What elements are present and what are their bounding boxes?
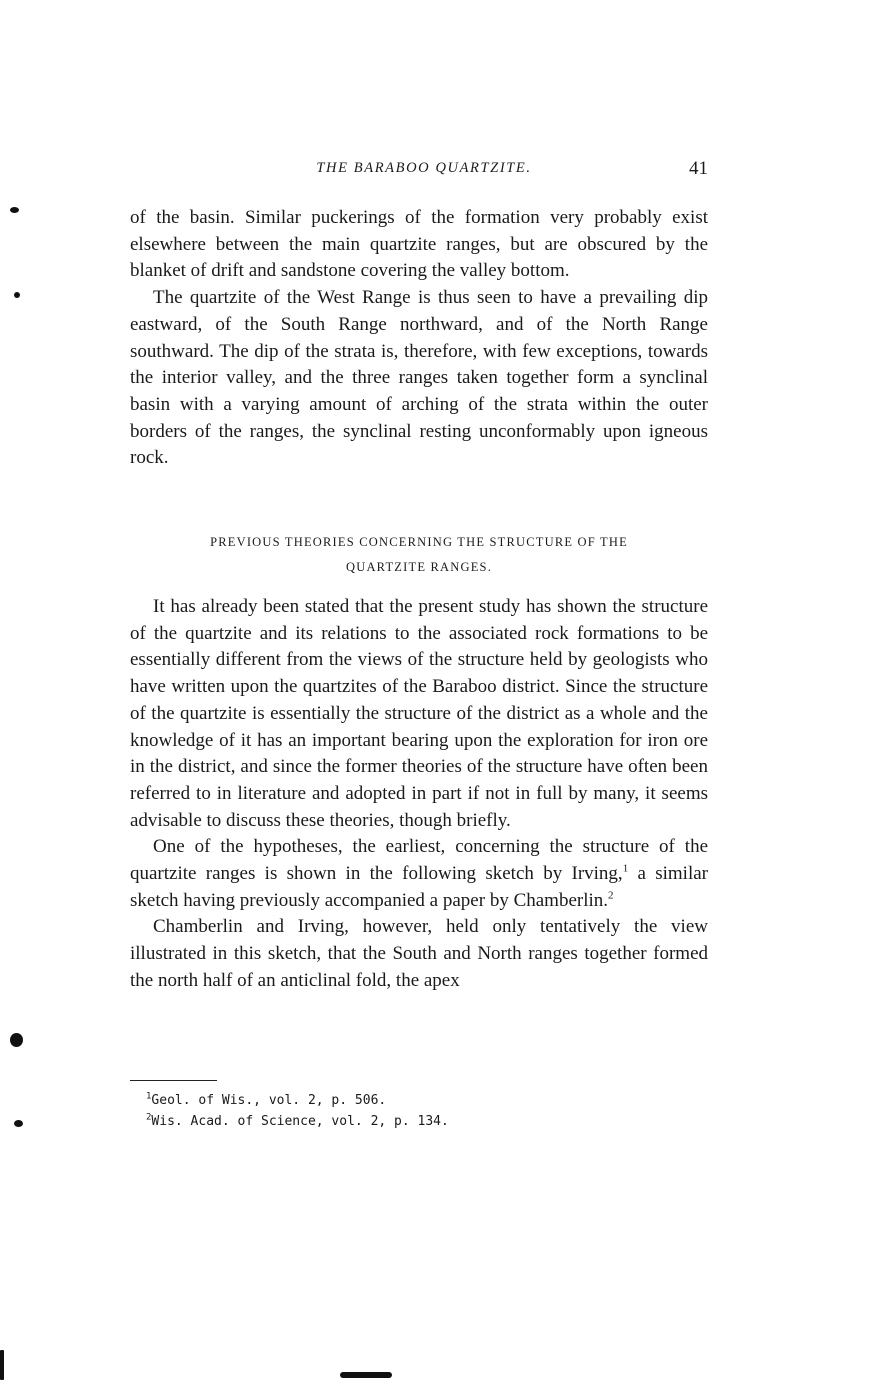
paragraph-dip-summary: The quartzite of the West Range is thus seen to have a prevailing dip eastward, of the South Range northward, and of the North Range southward. The dip of the strata is, therefore, with few exceptions, towards the interior valley, and the three ranges taken together form a synclinal basin with a varying amount of arching of the strata within the outer borders of the ranges, the synclinal resting unconformably upon igneous rock. [130,287,708,469]
running-title: THE BARABOO QUARTZITE. [316,160,532,176]
footnote-2-number: 2 [146,1112,152,1123]
paragraph-previous-study: It has already been stated that the present study has shown the structure of the quartzite and its relations to the associated rock formations to be essentially different from the views of the structure held by geologists who have written upon the quartzites of the Baraboo district. Since the structure of the quartzite is essentially the structure of the district as a whole and the knowledge of it has an important bearing upon the exploration for iron ore in the district, and since the former theories of the structure have often been referred to in literature and adopted in part if not in full by many, it seems advisable to discuss these theories, though briefly. [130,596,708,831]
hypotheses-text-a: One of the hypotheses, the earliest, concerning the structure of the quartzite ranges is shown in the following sketch by Irving, [130,836,708,885]
scan-speck [0,1350,4,1380]
footnote-1-text: Geol. of Wis., vol. 2, p. 506. [151,1093,387,1108]
section-heading-line-2: QUARTZITE RANGES. [345,560,493,574]
text-block-top [130,205,708,472]
scan-speck [10,207,19,213]
hypotheses-text-b: a similar sketch having previously accompanied a paper by Chamberlin. [130,863,709,911]
footnote-divider [130,1080,217,1081]
text-block-bottom [130,594,708,995]
paragraph-hypotheses [130,834,708,914]
paragraph-continuation: of the basin. Similar puckerings of the formation very probably exist elsewhere between the main quartzite ranges, but are obscured by the blanket of drift and sandstone covering the valley bottom. [130,207,708,282]
running-head [130,160,708,186]
footnote-ref-2[interactable]: 2 [608,889,614,902]
section-heading-line-1: PREVIOUS THEORIES CONCERNING THE STRUCTURE OF THE [210,535,628,549]
footnote-1 [146,1090,449,1111]
scan-speck [14,292,20,298]
scan-speck [10,1033,23,1047]
scan-speck [14,1120,23,1127]
section-heading [130,530,708,580]
footnote-ref-1[interactable]: 1 [622,862,629,875]
page-number: 41 [689,158,708,179]
footnote-1-number: 1 [146,1091,152,1102]
footnotes [146,1090,449,1132]
scan-speck [340,1372,392,1378]
paragraph-chamberlin-irving: Chamberlin and Irving, however, held only tentatively the view illustrated in this sketch, that the South and North ranges together formed the north half of an anticlinal fold, the apex [130,916,708,991]
footnote-2 [146,1111,449,1132]
footnote-2-text: Wis. Acad. of Science, vol. 2, p. 134. [151,1114,449,1129]
